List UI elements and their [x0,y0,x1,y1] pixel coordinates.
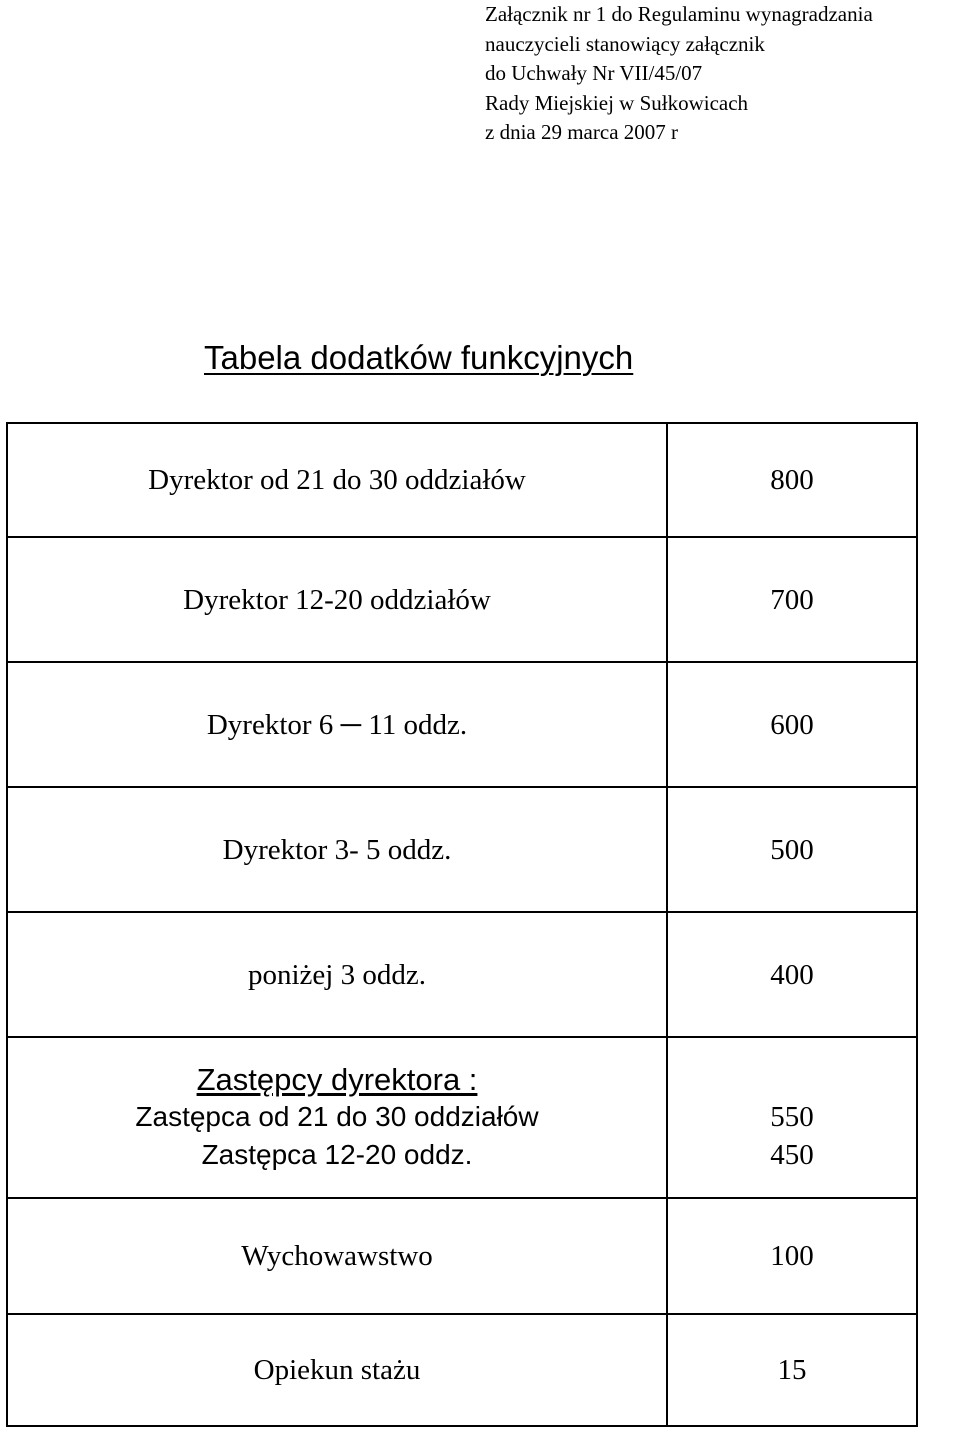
row-value: 500 [667,787,917,912]
row-label: poniżej 3 oddz. [7,912,667,1037]
table-row [7,787,917,912]
table-row [7,1314,917,1426]
attachment-note [485,0,955,148]
row-label: Dyrektor 3- 5 oddz. [7,787,667,912]
deputies-value-cell [667,1037,917,1198]
allowance-table [6,422,918,1427]
deputies-label-cell [7,1037,667,1198]
table-row [7,1198,917,1314]
table-row [7,423,917,537]
attachment-note-line: z dnia 29 marca 2007 r [485,120,679,144]
table-row [7,537,917,662]
deputy-label: Zastępca od 21 do 30 oddziałów [135,1100,539,1132]
row-label: Dyrektor od 21 do 30 oddziałów [7,423,667,537]
deputies-row [7,1037,917,1198]
row-value: 700 [667,537,917,662]
attachment-note-line: Rady Miejskiej w Sułkowicach [485,90,749,115]
row-value: 100 [667,1198,917,1314]
row-value: 800 [667,423,917,537]
table-row [7,662,917,787]
deputy-value: 550 [770,1100,814,1133]
row-label: Dyrektor 6 ─ 11 oddz. [7,662,667,787]
row-label: Wychowawstwo [7,1198,667,1314]
deputies-heading: Zastępcy dyrektora : [196,1061,478,1097]
table-title: Tabela dodatków funkcyjnych [204,339,634,376]
deputy-value: 450 [770,1138,814,1171]
table-row [7,912,917,1037]
attachment-note-line: nauczycieli stanowiący załącznik [485,31,765,56]
row-value: 600 [667,662,917,787]
attachment-note-line: Załącznik nr 1 do Regulaminu wynagradzania [485,2,873,26]
attachment-note-line: do Uchwały Nr VII/45/07 [485,61,703,85]
row-label: Opiekun stażu [7,1314,667,1426]
deputy-label: Zastępca 12-20 oddz. [201,1138,473,1170]
row-value: 15 [667,1314,917,1426]
row-label: Dyrektor 12-20 oddziałów [7,537,667,662]
row-value: 400 [667,912,917,1037]
